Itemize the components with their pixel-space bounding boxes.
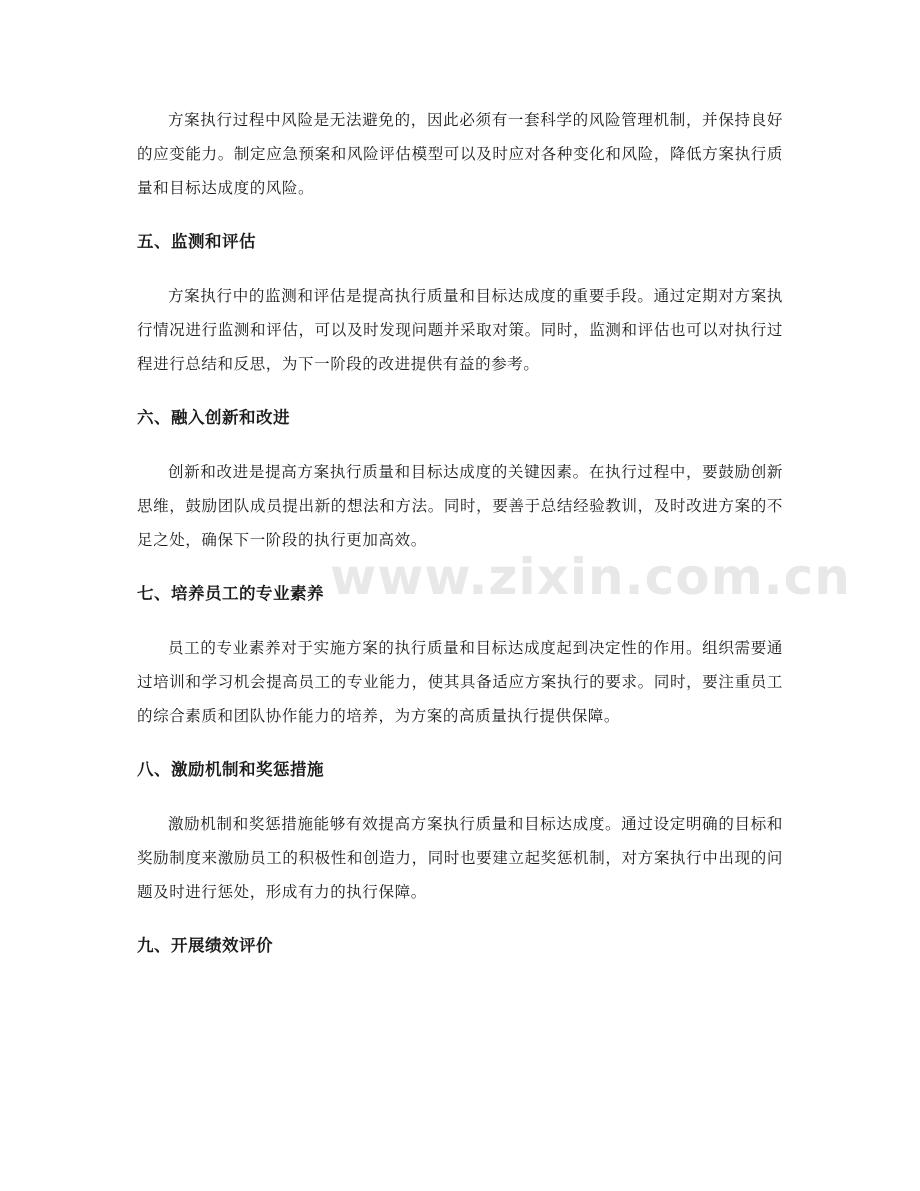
spacer [137, 787, 783, 807]
spacer [137, 733, 783, 753]
spacer [137, 557, 783, 577]
section-heading-9: 九、开展绩效评价 [137, 936, 273, 955]
spacer [137, 205, 783, 225]
spacer [137, 611, 783, 631]
section-paragraph-6: 创新和改进是提高方案执行质量和目标达成度的关键因素。在执行过程中，要鼓励创新思维，鼓励团队成员提出新的想法和方法。同时，要善于总结经验教训，及时改进方案的不足之处，确保下一阶段的执行更加高效。 [137, 463, 783, 549]
spacer [137, 259, 783, 279]
spacer [137, 435, 783, 455]
section-heading-7: 七、培养员工的专业素养 [137, 584, 324, 603]
spacer [137, 381, 783, 401]
document-body [137, 103, 783, 963]
section-paragraph-8: 激励机制和奖惩措施能够有效提高方案执行质量和目标达成度。通过设定明确的目标和奖励制度来激励员工的积极性和创造力，同时也要建立起奖惩机制，对方案执行中出现的问题及时进行惩处，形成有力的执行保障。 [137, 815, 783, 901]
spacer [137, 909, 783, 929]
section-heading-6: 六、融入创新和改进 [137, 408, 290, 427]
section-heading-5: 五、监测和评估 [137, 232, 256, 251]
intro-paragraph: 方案执行过程中风险是无法避免的，因此必须有一套科学的风险管理机制，并保持良好的应变能力。制定应急预案和风险评估模型可以及时应对各种变化和风险，降低方案执行质量和目标达成度的风险。 [137, 111, 783, 197]
section-paragraph-7: 员工的专业素养对于实施方案的执行质量和目标达成度起到决定性的作用。组织需要通过培训和学习机会提高员工的专业能力，使其具备适应方案执行的要求。同时，要注重员工的综合素质和团队协作能力的培养，为方案的高质量执行提供保障。 [137, 639, 783, 725]
watermark: www.zixin.com.cn [330, 548, 851, 606]
section-paragraph-5: 方案执行中的监测和评估是提高执行质量和目标达成度的重要手段。通过定期对方案执行情况进行监测和评估，可以及时发现问题并采取对策。同时，监测和评估也可以对执行过程进行总结和反思，为下一阶段的改进提供有益的参考。 [137, 287, 783, 373]
section-heading-8: 八、激励机制和奖惩措施 [137, 760, 324, 779]
